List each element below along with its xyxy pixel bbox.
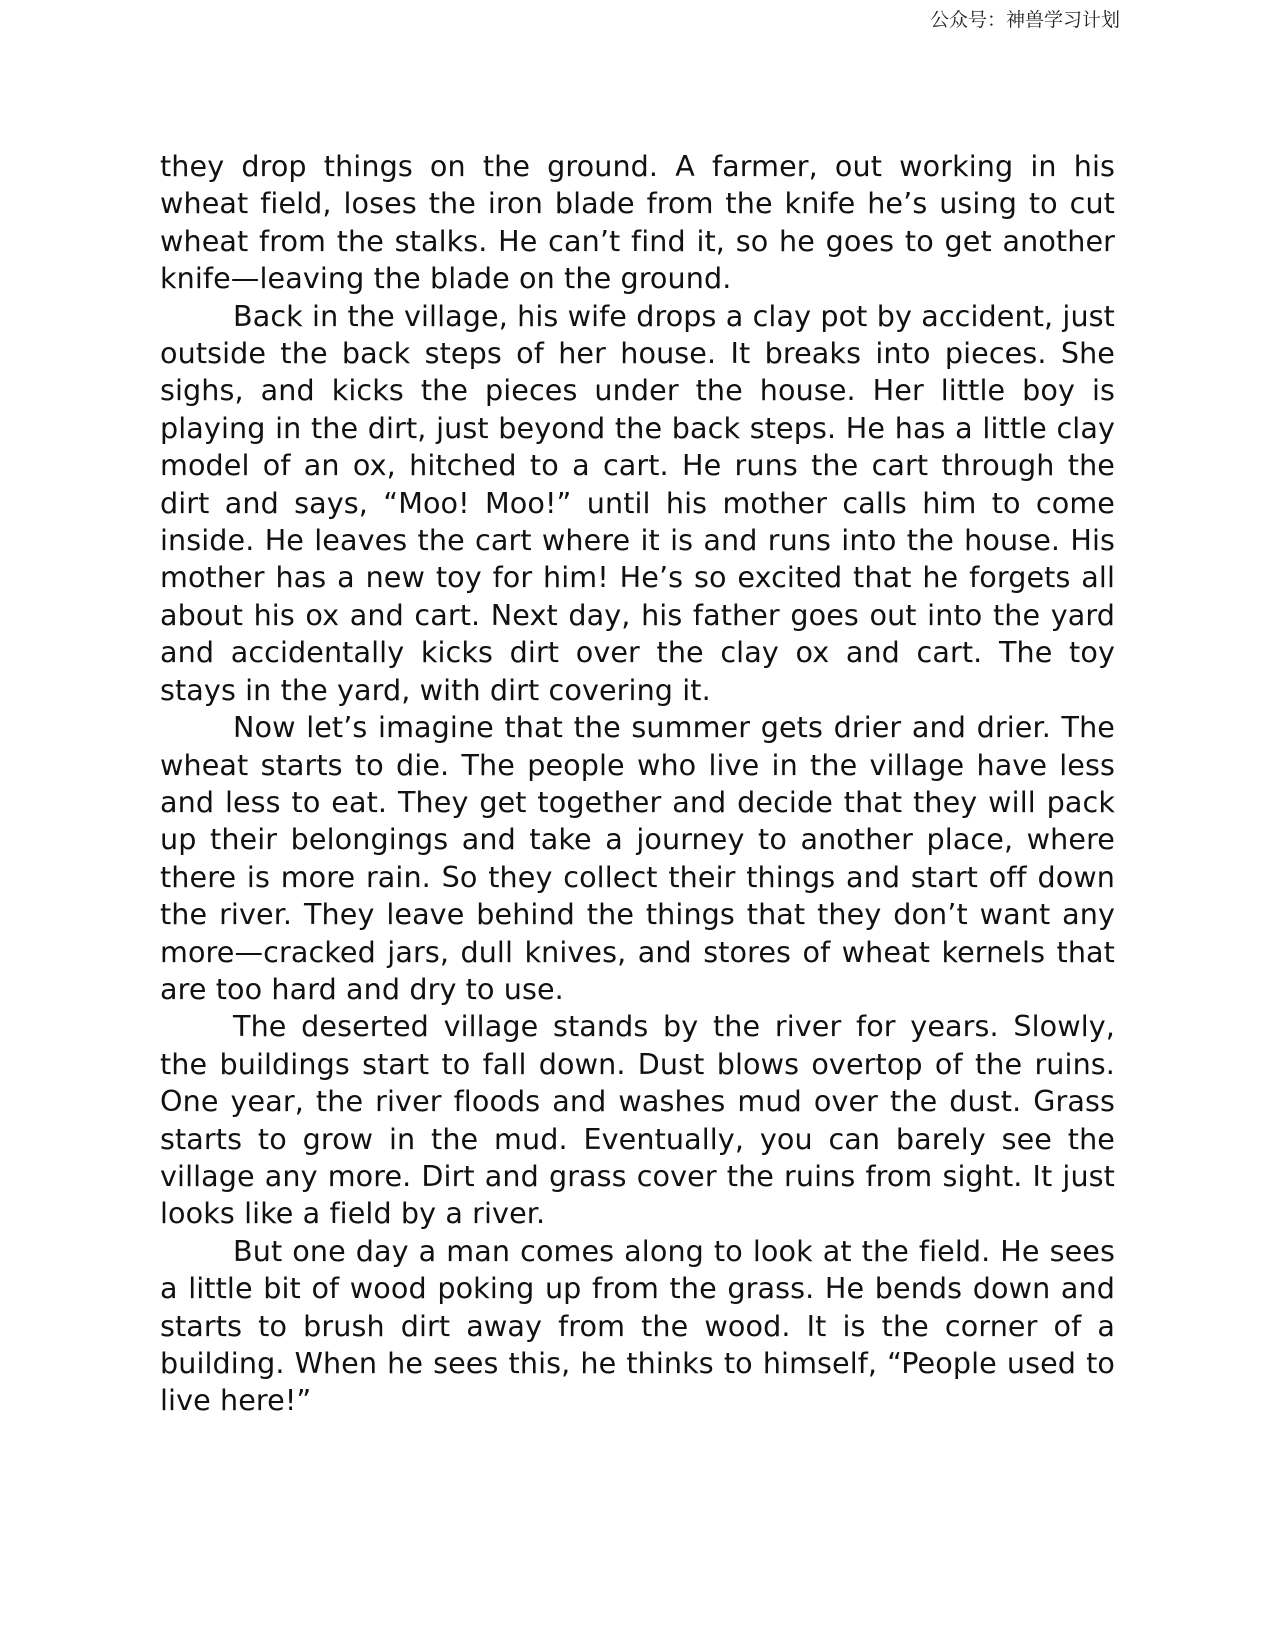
paragraph-1: they drop things on the ground. A farmer, out working in his wheat field, loses the iron blade from the knife he’s using to cut wheat from the stalks. He can’t find it, so he goes to get another knife—leaving the blade on the ground. bbox=[160, 149, 1115, 296]
paragraph-4: The deserted village stands by the river for years. Slowly, the buildings start to fall down. Dust blows overtop of the ruins. One year, the river floods and washes mud over the dust. Grass starts to grow in the mud. Eventually, you can barely see the village any more. Dirt and grass cover the ruins from sight. It just looks like a field by a river. bbox=[160, 1009, 1115, 1231]
paragraph-2: Back in the village, his wife drops a clay pot by accident, just outside the back steps of her house. It breaks into pieces. She sighs, and kicks the pieces under the house. Her little boy is playing in the dirt, just beyond the back steps. He has a little clay model of an ox, hitched to a cart. He runs the cart through the dirt and says, “Moo! Moo!” until his mother calls him to come inside. He leaves the cart where it is and runs into the house. His mother has a new toy for him! He’s so excited that he forgets all about his ox and cart. Next day, his father goes out into the yard and accidentally kicks dirt over the clay ox and cart. The toy stays in the yard, with dirt covering it. bbox=[160, 298, 1115, 707]
page-body bbox=[160, 148, 1115, 1420]
paragraph-5: But one day a man comes along to look at the field. He sees a little bit of wood poking up from the grass. He bends down and starts to brush dirt away from the wood. It is the corner of a building. When he sees this, he thinks to himself, “People used to live here!” bbox=[160, 1233, 1115, 1418]
header-watermark: 公众号：神兽学习计划 bbox=[929, 9, 1120, 31]
paragraph-3: Now let’s imagine that the summer gets drier and drier. The wheat starts to die. The people who live in the village have less and less to eat. They get together and decide that they will pack up their belongings and take a journey to another place, where there is more rain. So they collect their things and start off down the river. They leave behind the things that they don’t want any more—cracked jars, dull knives, and stores of wheat kernels that are too hard and dry to use. bbox=[160, 710, 1115, 1006]
